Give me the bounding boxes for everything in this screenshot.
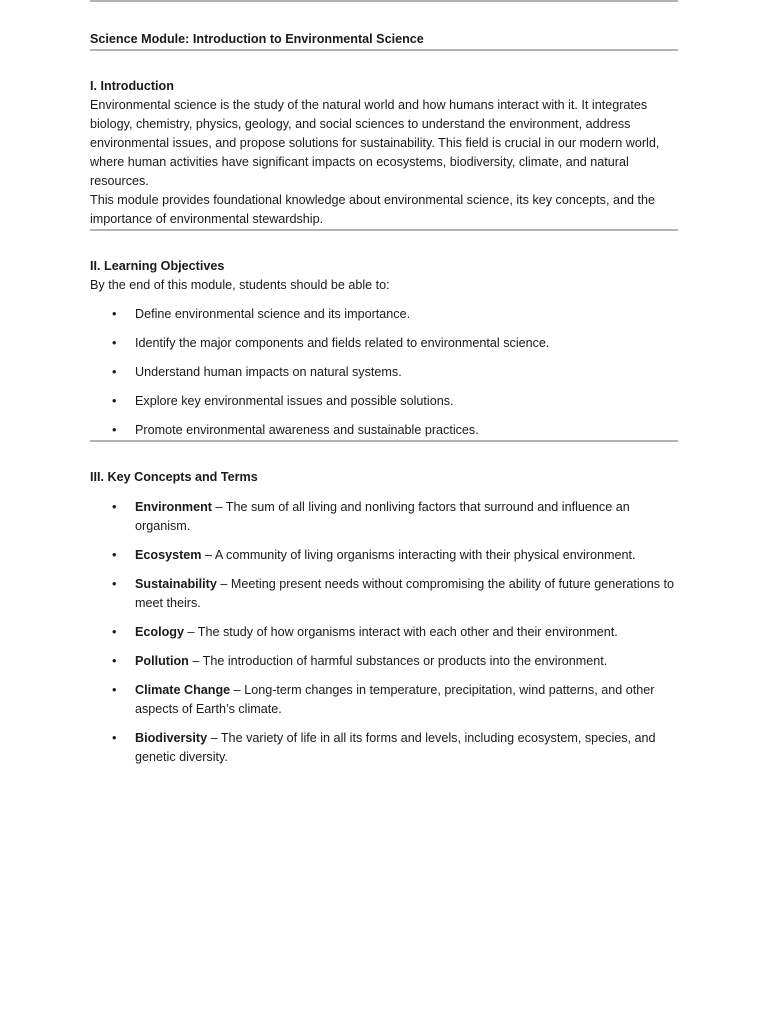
list-item [90,729,678,767]
bullet-icon: • [112,731,117,745]
term-name: Environment [135,500,212,514]
bullet-icon: • [112,548,117,562]
list-item [90,575,678,613]
bullet-icon: • [112,683,117,697]
term-name: Pollution [135,654,189,668]
list-item [90,681,678,719]
term-definition: – The sum of all living and nonliving factors that surround and influence an organism. [135,500,630,533]
introduction-paragraph: This module provides foundational knowledge about environmental science, its key concepts, and the importance of environmental stewardship. [90,193,655,226]
list-item [90,498,678,536]
term-definition: – A community of living organisms interacting with their physical environment. [201,548,636,562]
section-heading-key-concepts: III. Key Concepts and Terms [90,470,258,484]
list-item [90,363,678,382]
list-item [90,652,678,671]
list-item [90,305,678,324]
bullet-icon: • [112,625,117,639]
horizontal-rule [90,49,678,51]
term-name: Biodiversity [135,731,208,745]
term-definition: – Long-term changes in temperature, precipitation, wind patterns, and other aspects of Earth’s climate. [135,683,655,716]
bullet-icon: • [112,654,117,668]
document-title: Science Module: Introduction to Environmental Science [90,32,424,46]
objective-text: Understand human impacts on natural systems. [135,365,402,379]
term-definition: – The variety of life in all its forms and levels, including ecosystem, species, and genetic diversity. [135,731,656,764]
list-item [90,392,678,411]
section-heading-learning-objectives: II. Learning Objectives [90,259,225,273]
objective-text: Identify the major components and fields related to environmental science. [135,336,550,350]
list-item [90,421,678,440]
term-name: Sustainability [135,577,217,591]
list-item [90,623,678,642]
list-item [90,546,678,565]
term-name: Climate Change [135,683,231,697]
bullet-icon: • [112,577,117,591]
term-definition: – Meeting present needs without compromising the ability of future generations to meet theirs. [135,577,675,610]
term-name: Ecosystem [135,548,202,562]
bullet-icon: • [112,500,117,514]
bullet-icon: • [112,336,117,350]
horizontal-rule [90,0,678,2]
bullet-icon: • [112,365,117,379]
section-heading-introduction: I. Introduction [90,79,174,93]
key-terms-list [90,498,678,767]
bullet-icon: • [112,394,117,408]
list-item [90,334,678,353]
term-definition: – The study of how organisms interact with each other and their environment. [184,625,618,639]
objectives-intro: By the end of this module, students should be able to: [90,278,390,292]
objective-text: Explore key environmental issues and possible solutions. [135,394,454,408]
horizontal-rule [90,229,678,231]
document-page [90,0,678,767]
objective-text: Promote environmental awareness and sustainable practices. [135,423,479,437]
term-definition: – The introduction of harmful substances or products into the environment. [188,654,608,668]
objectives-list [90,305,678,440]
objective-text: Define environmental science and its importance. [135,307,411,321]
term-name: Ecology [135,625,184,639]
bullet-icon: • [112,307,117,321]
bullet-icon: • [112,423,117,437]
introduction-paragraph: Environmental science is the study of the natural world and how humans interact with it. It integrates biology, chemistry, physics, geology, and social sciences to understand the environment, address environmental issues, and propose solutions for sustainability. This field is crucial in our modern world, where human activities have significant impacts on ecosystems, biodiversity, climate, and natural resources. [90,98,660,188]
horizontal-rule [90,440,678,442]
